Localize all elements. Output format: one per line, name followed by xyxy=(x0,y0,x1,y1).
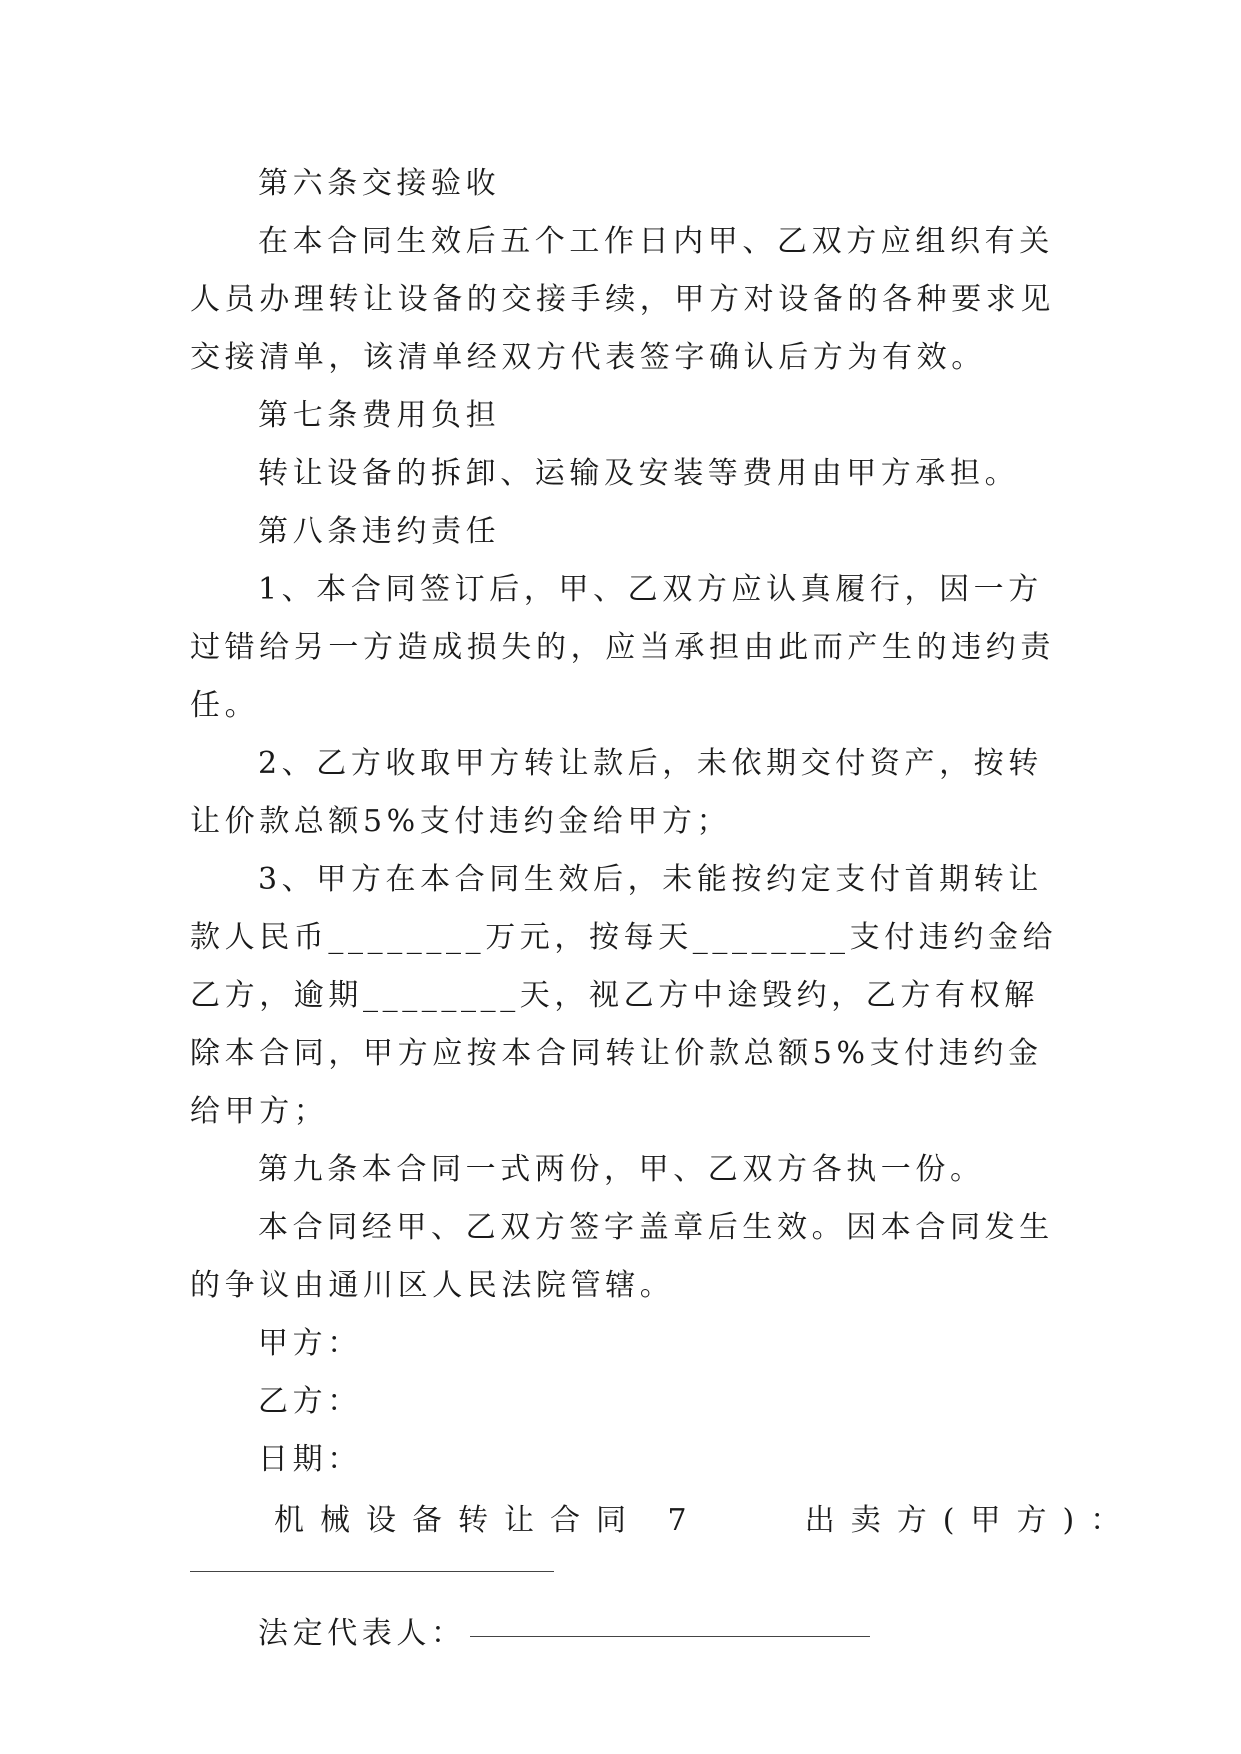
article-9: 第九条本合同一式两份，甲、乙双方各执一份。 xyxy=(258,1152,985,1187)
effect-clause: 本合同经甲、乙双方签字盖章后生效。因本合同发生的争议由通川区人民法院管辖。 xyxy=(190,1210,1054,1303)
article-7-title: 第七条费用负担 xyxy=(258,398,501,433)
article-6-title: 第六条交接验收 xyxy=(258,166,501,201)
next-contract-title-line xyxy=(190,1489,1137,1553)
article-8-item-2: 2、乙方收取甲方转让款后，未依期交付资产，按转让价款总额5%支付违约金给甲方； xyxy=(190,746,1043,839)
article-8-title: 第八条违约责任 xyxy=(258,514,501,549)
seller-label: 出卖方(甲方)： xyxy=(804,1503,1137,1538)
date-label: 日期： xyxy=(258,1442,362,1477)
article-7-body: 转让设备的拆卸、运输及安装等费用由甲方承担。 xyxy=(258,456,1020,491)
next-contract-title: 机械设备转让合同 7 xyxy=(274,1503,703,1538)
party-a-label: 甲方： xyxy=(258,1326,362,1361)
article-8-item-1: 1、本合同签订后，甲、乙双方应认真履行，因一方过错给另一方造成损失的，应当承担由此而产生的违约责任。 xyxy=(190,572,1055,723)
legal-rep-line xyxy=(190,1605,1070,1663)
article-6-body: 在本合同生效后五个工作日内甲、乙双方应组织有关人员办理转让设备的交接手续，甲方对设备的各种要求见交接清单，该清单经双方代表签字确认后方为有效。 xyxy=(190,224,1055,375)
seller-underline xyxy=(190,1571,554,1572)
article-8-item-3: 3、甲方在本合同生效后，未能按约定支付首期转让款人民币________万元，按每天________支付违约金给乙方，逾期________天，视乙方中途毁约，乙方有权解除本合同，甲方应按本合同转让价款总额5%支付违约金给甲方； xyxy=(190,862,1058,1129)
party-b-label: 乙方： xyxy=(258,1384,362,1419)
legal-rep-label: 法定代表人： xyxy=(258,1616,466,1651)
seller-signature-line xyxy=(190,1553,1070,1593)
legal-rep-underline xyxy=(470,1634,870,1637)
document-body xyxy=(190,155,1137,1663)
